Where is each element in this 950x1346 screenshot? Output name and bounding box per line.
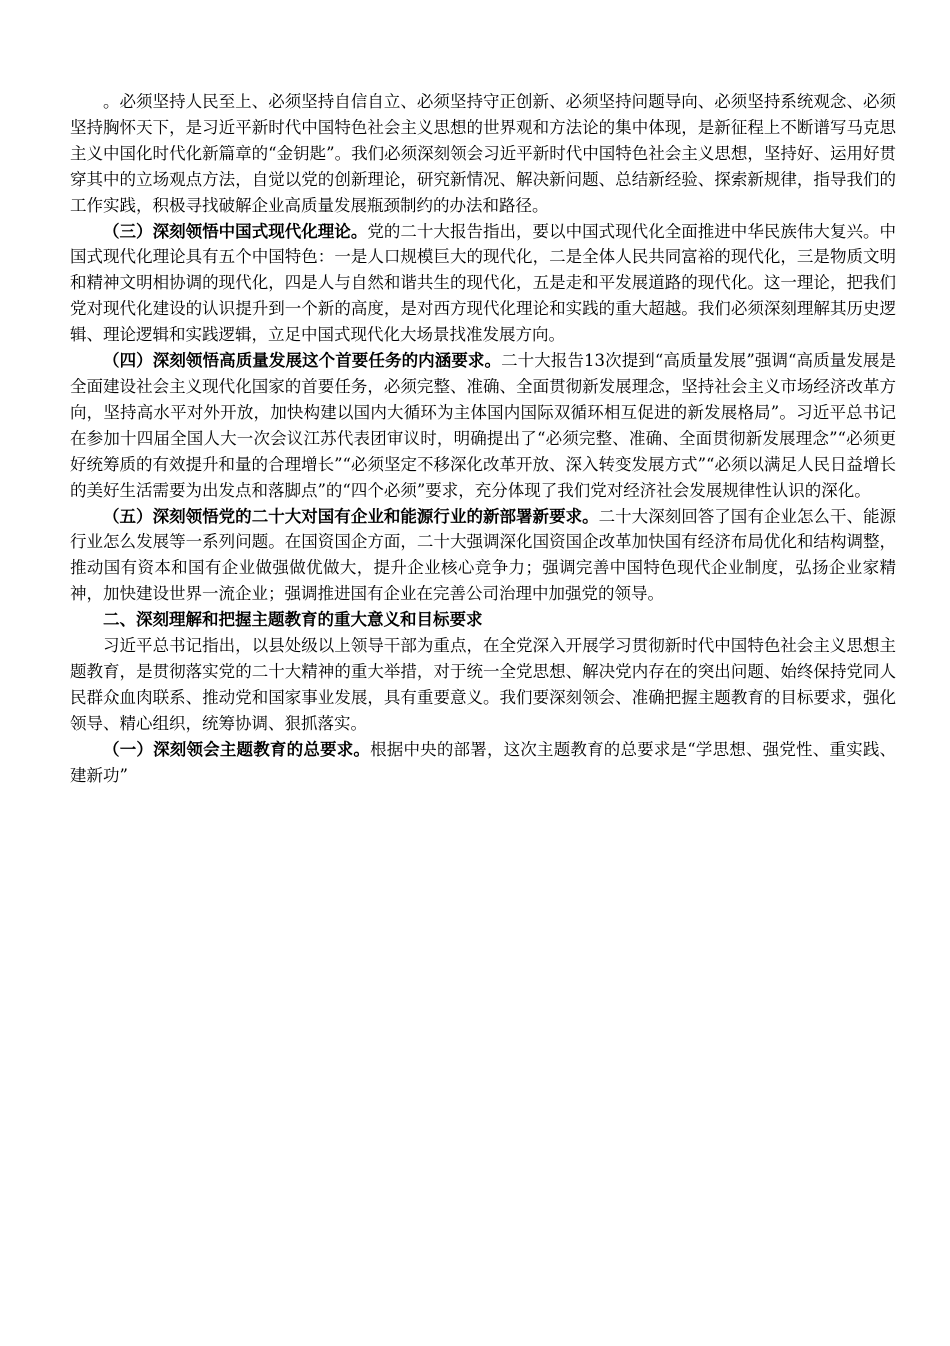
section-heading-2: 二、深刻理解和把握主题教育的重大意义和目标要求 <box>103 610 483 630</box>
paragraph-state-enterprises <box>70 504 896 608</box>
paragraph-lead-heading: （四）深刻领悟高质量发展这个首要任务的内涵要求。 <box>103 351 502 371</box>
document-body <box>70 89 896 788</box>
paragraph-text: 二十大报告13次提到“高质量发展”强调“高质量发展是全面建设社会主义现代化国家的首要任务，必须完整、准确、全面贯彻新发展理念，坚持社会主义市场经济改革方向，坚持高水平对外开放，加快构建以国内大循环为主体国内国际双循环相互促进的新发展格局”。习近平总书记在参加十四届全国人大一次会议江苏代表团审议时，明确提出了“必须完整、准确、全面贯彻新发展理念”“必须更好统筹质的有效提升和量的合理增长”“必须坚定不移深化改革开放、深入转变发展方式”“必须以满足人民日益增长的美好生活需要为出发点和落脚点”的“四个必须”要求，充分体现了我们党对经济社会发展规律性认识的深化。 <box>70 351 896 500</box>
paragraph-text: 二十大深刻回答了国有企业怎么干、能源行业怎么发展等一系列问题。在国资国企方面，二十大强调深化国资国企改革加快国有经济布局优化和结构调整，推动国有资本和国有企业做强做优做大，提升企业核心竞争力；强调完善中国特色现代企业制度，弘扬企业家精神，加快建设世界一流企业；强调推进国有企业在完善公司治理中加强党的领导。 <box>70 506 897 604</box>
paragraph-lead-heading: （三）深刻领悟中国式现代化理论。 <box>103 221 368 241</box>
paragraph-theme-education <box>70 633 896 737</box>
paragraph-high-quality-development <box>70 348 896 503</box>
paragraph-chinese-modernization <box>70 219 896 349</box>
paragraph-general-requirements <box>70 737 896 789</box>
paragraph-lead-heading: （五）深刻领悟党的二十大对国有企业和能源行业的新部署新要求。 <box>103 506 599 526</box>
paragraph-text: 。必须坚持人民至上、必须坚持自信自立、必须坚持守正创新、必须坚持问题导向、必须坚持系统观念、必须坚持胸怀天下，是习近平新时代中国特色社会主义思想的世界观和方法论的集中体现，是新征程上不断谱写马克思主义中国化时代化新篇章的“金钥匙”。我们必须深刻领会习近平新时代中国特色社会主义思想，坚持好、运用好贯穿其中的立场观点方法，自觉以党的创新理论，研究新情况、解决新问题、总结新经验、探索新规律，指导我们的工作实践，积极寻找破解企业高质量发展瓶颈制约的办法和路径。 <box>70 92 896 215</box>
paragraph-text: 党的二十大报告指出，要以中国式现代化全面推进中华民族伟大复兴。中国式现代化理论具有五个中国特色：一是人口规模巨大的现代化，二是全体人民共同富裕的现代化，三是物质文明和精神文明相协调的现代化，四是人与自然和谐共生的现代化，五是走和平发展道路的现代化。这一理论，把我们党对现代化建设的认识提升到一个新的高度，是对西方现代化理论和实践的重大超越。我们必须深刻理解其历史逻辑、理论逻辑和实践逻辑，立足中国式现代化大场景找准发展方向。 <box>70 221 897 345</box>
paragraph-text: 根据中央的部署，这次主题教育的总要求是“学思想、强党性、重实践、建新功” <box>70 739 897 785</box>
paragraph-lead-heading: （一）深刻领会主题教育的总要求。 <box>103 739 371 759</box>
paragraph-text: 习近平总书记指出，以县处级以上领导干部为重点，在全党深入开展学习贯彻新时代中国特色社会主义思想主题教育，是贯彻落实党的二十大精神的重大举措，对于统一全党思想、解决党内存在的突出问题、始终保持党同人民群众血肉联系、推动党和国家事业发展，具有重要意义。我们要深刻领会、准确把握主题教育的目标要求，强化领导、精心组织，统筹协调、狠抓落实。 <box>70 636 896 733</box>
paragraph-methodology <box>70 89 896 219</box>
